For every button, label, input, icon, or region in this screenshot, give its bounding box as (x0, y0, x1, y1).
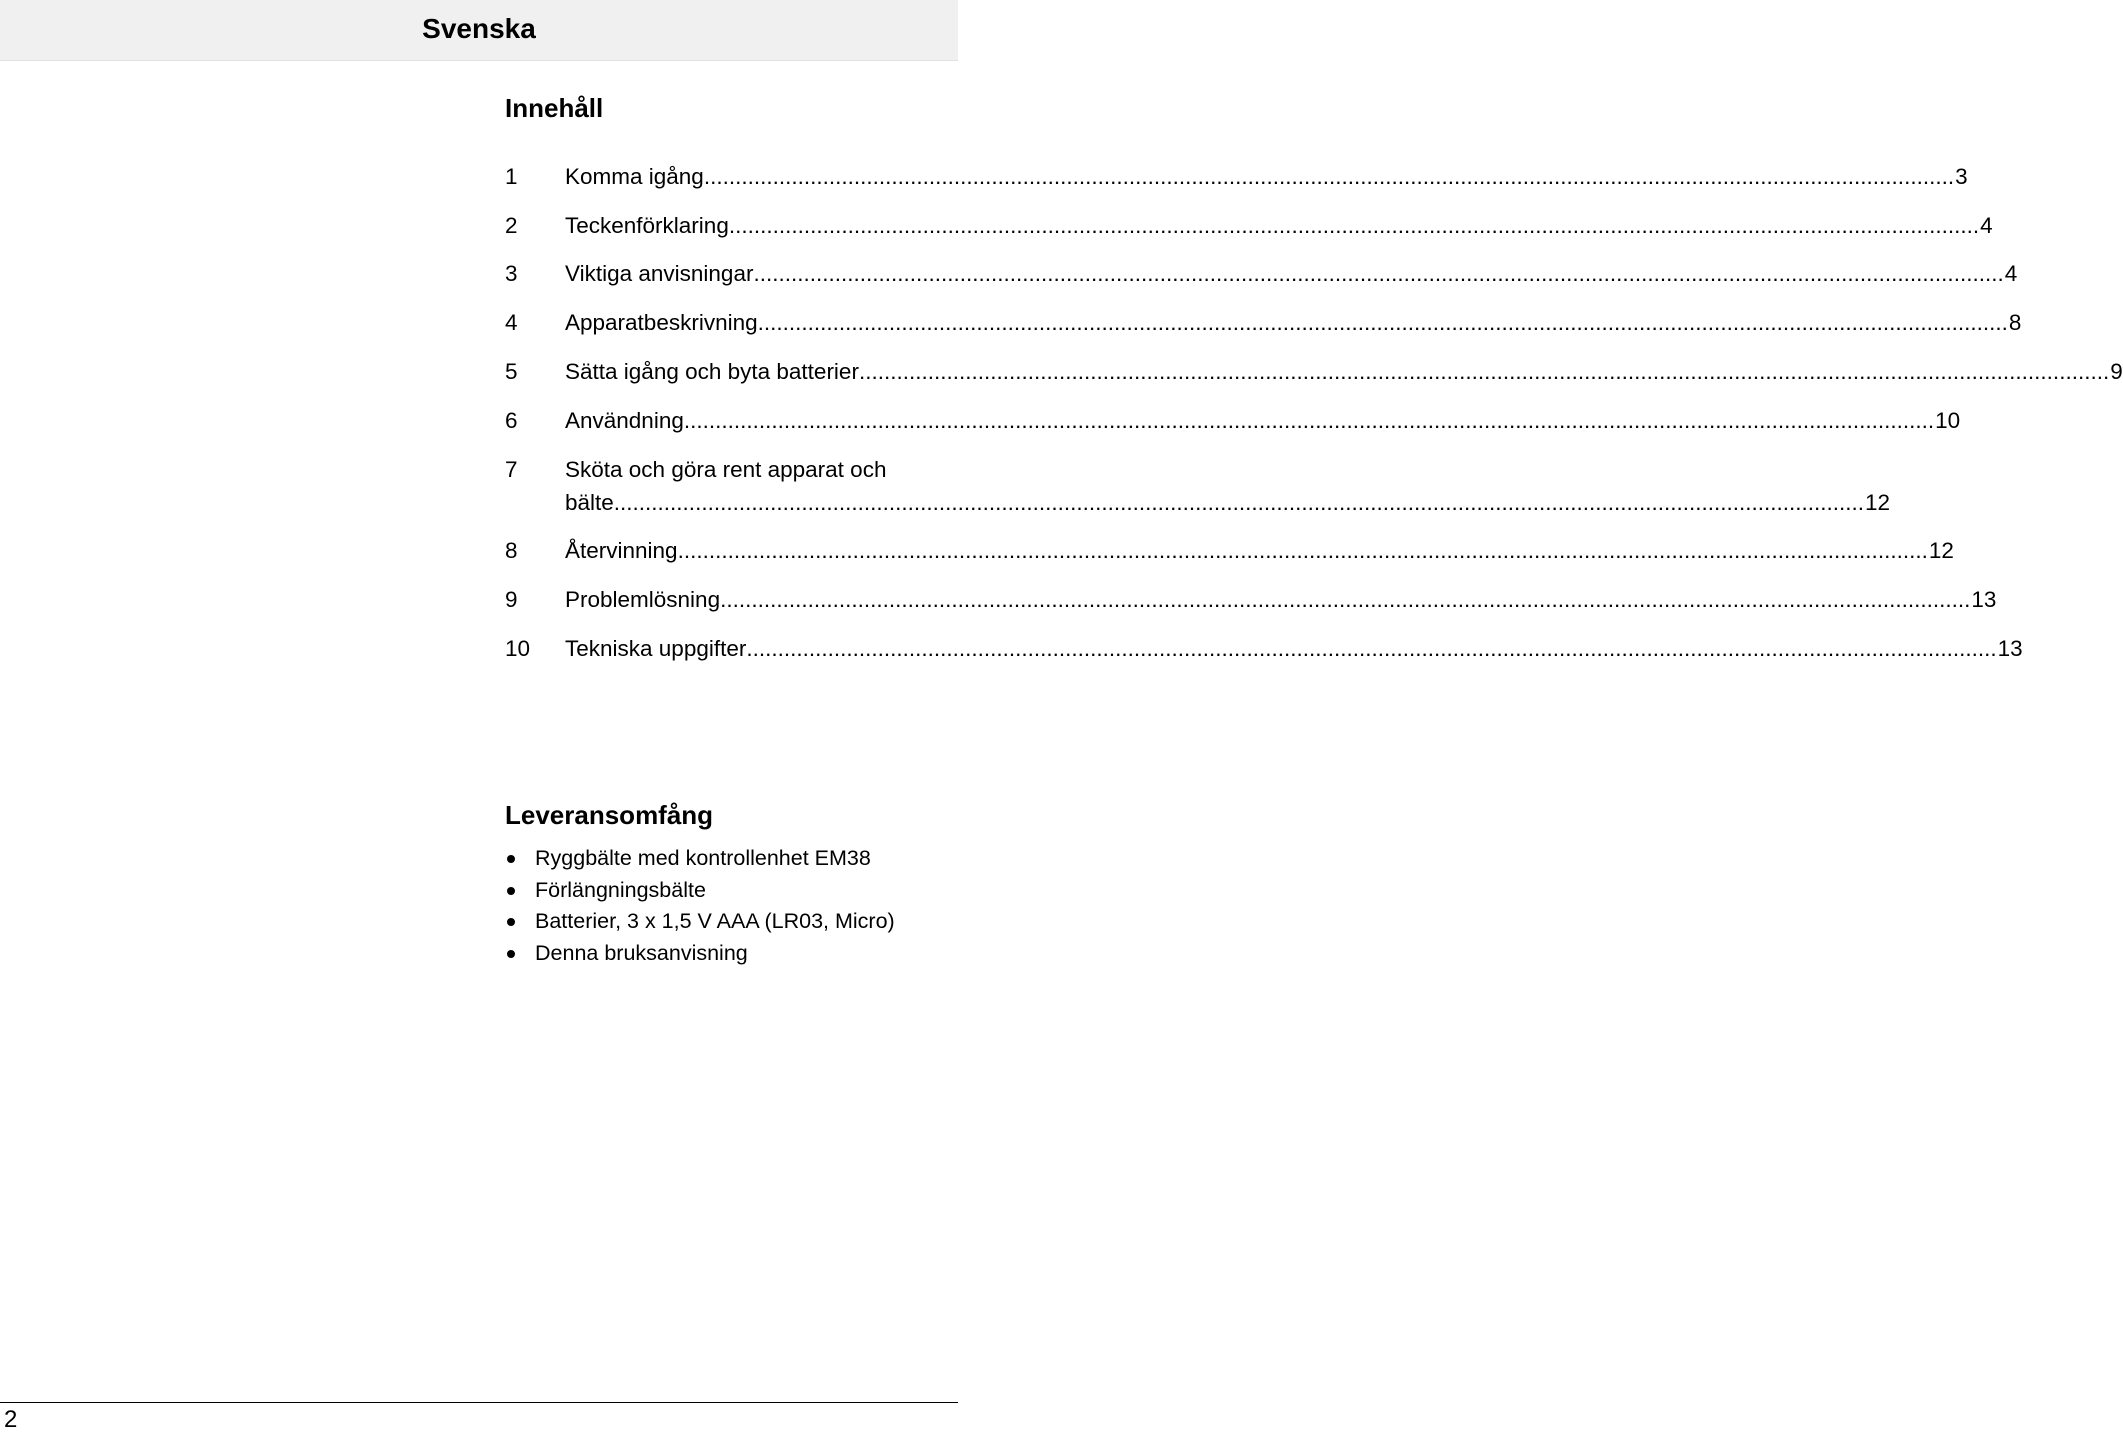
list-item (505, 938, 895, 970)
list-item (505, 906, 895, 938)
toc-entry-title: Problemlösning (565, 587, 721, 612)
toc-entry-page: 3 (1955, 164, 1968, 189)
toc-entry-number: 10 (505, 636, 531, 661)
page-header-title: Svenska (422, 13, 536, 44)
bullet-icon (507, 887, 515, 895)
list-item-text: Ryggbälte med kontrollenhet EM38 (535, 846, 871, 870)
toc-leader-dots: ........................................................................................................................................................................................................ (677, 538, 1928, 563)
toc-entry-10[interactable] (505, 632, 2023, 665)
toc-entry-title: Komma igång (565, 164, 704, 189)
toc-entry-3[interactable] (505, 257, 2018, 290)
bullet-icon (507, 855, 515, 863)
toc-entry-6[interactable] (505, 404, 1961, 437)
toc-entry-number: 6 (505, 408, 518, 433)
toc-leader-dots: ........................................................................................................................................................................................................ (858, 359, 2110, 384)
toc-entry-page: 12 (1928, 538, 1954, 563)
bullet-icon (507, 918, 515, 926)
toc-entry-title: Användning (565, 408, 684, 433)
toc-entry-number: 8 (505, 538, 518, 563)
toc-entry-2[interactable] (505, 209, 1993, 242)
toc-entry-number: 5 (505, 359, 518, 384)
toc-entry-number: 9 (505, 587, 518, 612)
toc-entry-4[interactable] (505, 306, 2022, 339)
toc-entry-title: Viktiga anvisningar (565, 261, 754, 286)
toc-entry-page: 4 (2004, 261, 2018, 286)
toc-entry-title: Apparatbeskrivning (565, 310, 758, 335)
toc-entry-title: Teckenförklaring (565, 213, 729, 238)
list-item-text: Batterier, 3 x 1,5 V AAA (LR03, Micro) (535, 909, 895, 934)
toc-entry-title: Återvinning (565, 538, 678, 563)
toc-entry-page: 9 (2110, 359, 2123, 384)
list-item-text: Förlängningsbälte (535, 877, 706, 902)
toc-leader-dots: ........................................................................................................................................................................................................ (683, 408, 1935, 433)
toc-entry-page: 12 (1865, 490, 1891, 515)
toc-entry-page: 13 (1971, 587, 1997, 612)
footer-divider (0, 1402, 958, 1403)
toc-entry-number: 1 (505, 164, 518, 189)
toc-leader-dots: ........................................................................................................................................................................................................ (746, 636, 1997, 661)
scope-heading: Leveransomfång (505, 800, 714, 830)
toc-entry-page: 4 (1980, 213, 1993, 238)
toc-leader-dots: ........................................................................................................................................................................................................ (757, 310, 2008, 335)
toc-entry-9[interactable] (505, 583, 1997, 616)
toc-leader-dots: ........................................................................................................................................................................................................ (753, 261, 2004, 286)
list-item (505, 875, 895, 907)
toc-leader-dots: ........................................................................................................................................................................................................ (728, 213, 1980, 238)
toc-leader-dots: ........................................................................................................................................................................................................ (703, 164, 1955, 189)
list-item-text: Denna bruksanvisning (535, 941, 748, 966)
toc-entry-title: bälte (565, 490, 614, 515)
scope-list (505, 843, 895, 970)
toc-entry-page: 13 (1997, 636, 2023, 661)
toc-leader-dots: ........................................................................................................................................................................................................ (720, 587, 1971, 612)
toc-entry-number: 7 (505, 457, 518, 482)
page-number: 2 (4, 1406, 18, 1433)
toc-entry-number: 4 (505, 310, 518, 335)
toc-entry-number: 3 (505, 261, 518, 286)
toc-entry-1[interactable] (505, 160, 1968, 193)
toc-entry-title: Tekniska uppgifter (565, 636, 747, 661)
toc-entry-5[interactable] (505, 355, 2123, 388)
toc-heading: Innehåll (505, 93, 604, 123)
toc-entry-title-line1: Sköta och göra rent apparat och (565, 457, 887, 482)
list-item (505, 843, 895, 875)
toc-entry-page: 8 (2008, 310, 2022, 335)
toc-entry-number: 2 (505, 213, 518, 238)
toc-leader-dots: ........................................................................................................................................................................................................ (613, 490, 1865, 515)
toc-entry-page: 10 (1935, 408, 1961, 433)
toc-entry-title: Sätta igång och byta batterier (565, 359, 859, 384)
bullet-icon (507, 950, 515, 958)
toc-entry-8[interactable] (505, 534, 1954, 567)
toc-entry-7[interactable] (505, 453, 1891, 519)
